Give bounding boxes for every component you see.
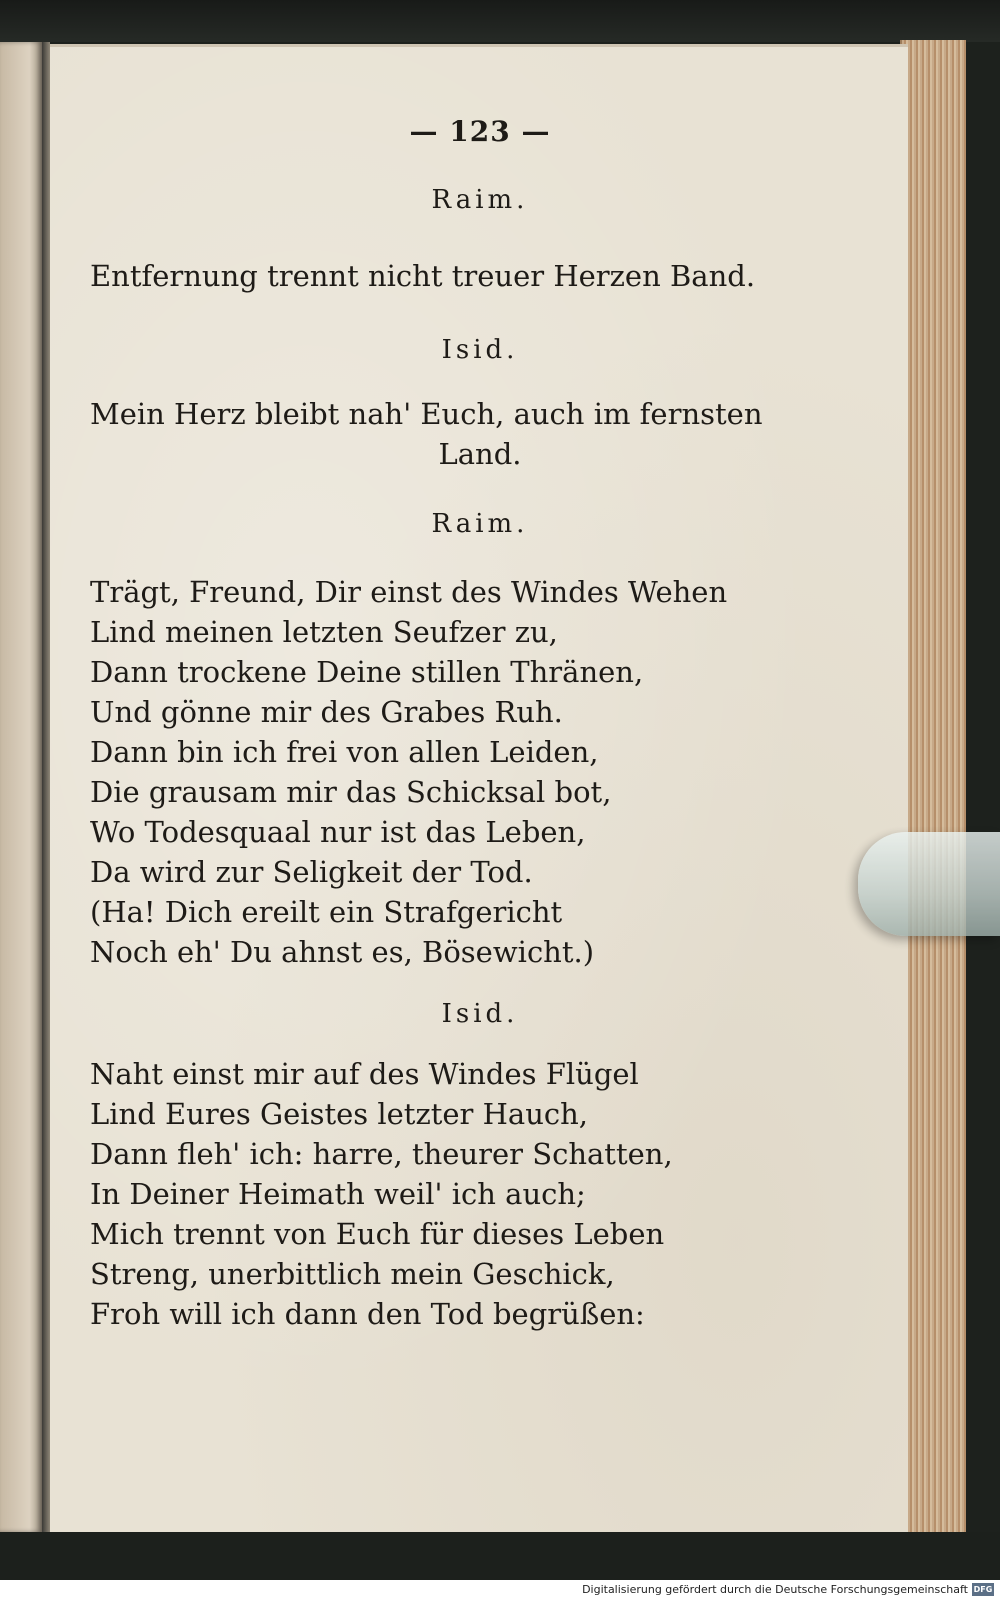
page-stack-edges — [900, 40, 966, 1538]
verse-line: Lind Eures Geistes letzter Hauch, — [90, 1097, 589, 1131]
book-page — [50, 44, 908, 1541]
verse-line: Naht einst mir auf des Windes Flügel — [90, 1057, 639, 1091]
speaker-name: Raim. — [431, 509, 529, 539]
verse-line: Wo Todesquaal nur ist das Leben, — [90, 815, 586, 849]
verse-line: Da wird zur Seligkeit der Tod. — [90, 855, 533, 889]
verse-line: Lind meinen letzten Seufzer zu, — [90, 615, 558, 649]
verse-line: Dann fleh' ich: harre, theurer Schatten, — [90, 1137, 673, 1171]
verse-line: Froh will ich dann den Tod begrüßen: — [90, 1297, 645, 1331]
verse-line: Mein Herz bleibt nah' Euch, auch im fernsten — [90, 397, 763, 431]
verse-line: Und gönne mir des Grabes Ruh. — [90, 695, 563, 729]
verse-line: Entfernung trennt nicht treuer Herzen Band. — [90, 259, 756, 293]
footer-bar — [0, 1580, 1000, 1600]
left-page-edge — [0, 42, 42, 1532]
verse-line: Streng, unerbittlich mein Geschick, — [90, 1257, 615, 1291]
speaker-name: Raim. — [431, 185, 529, 215]
verse-line: In Deiner Heimath weil' ich auch; — [90, 1177, 586, 1211]
verse-line: Land. — [438, 437, 522, 471]
verse-line: Trägt, Freund, Dir einst des Windes Wehen — [90, 575, 728, 609]
dfg-logo: DFG — [973, 1585, 993, 1594]
verse-line: Dann bin ich frei von allen Leiden, — [90, 735, 599, 769]
speaker-name: Isid. — [441, 335, 519, 365]
book-gutter — [42, 42, 50, 1532]
verse-line: Noch eh' Du ahnst es, Bösewicht.) — [90, 935, 595, 969]
verse-line: (Ha! Dich ereilt ein Strafgericht — [90, 895, 563, 929]
footer-credit: Digitalisierung gefördert durch die Deutsche Forschungsgemeinschaft — [582, 1583, 968, 1596]
verse-line: Mich trennt von Euch für dieses Leben — [90, 1217, 665, 1251]
scan-background-top — [0, 0, 1000, 42]
scan-background-bottom — [0, 1532, 1000, 1580]
scanner-thumb-shadow — [858, 832, 1000, 936]
speaker-name: Isid. — [441, 999, 519, 1029]
page-text — [50, 47, 908, 1541]
page-number: — 123 — — [409, 115, 551, 148]
verse-line: Dann trockene Deine stillen Thränen, — [90, 655, 644, 689]
verse-line: Die grausam mir das Schicksal bot, — [90, 775, 612, 809]
